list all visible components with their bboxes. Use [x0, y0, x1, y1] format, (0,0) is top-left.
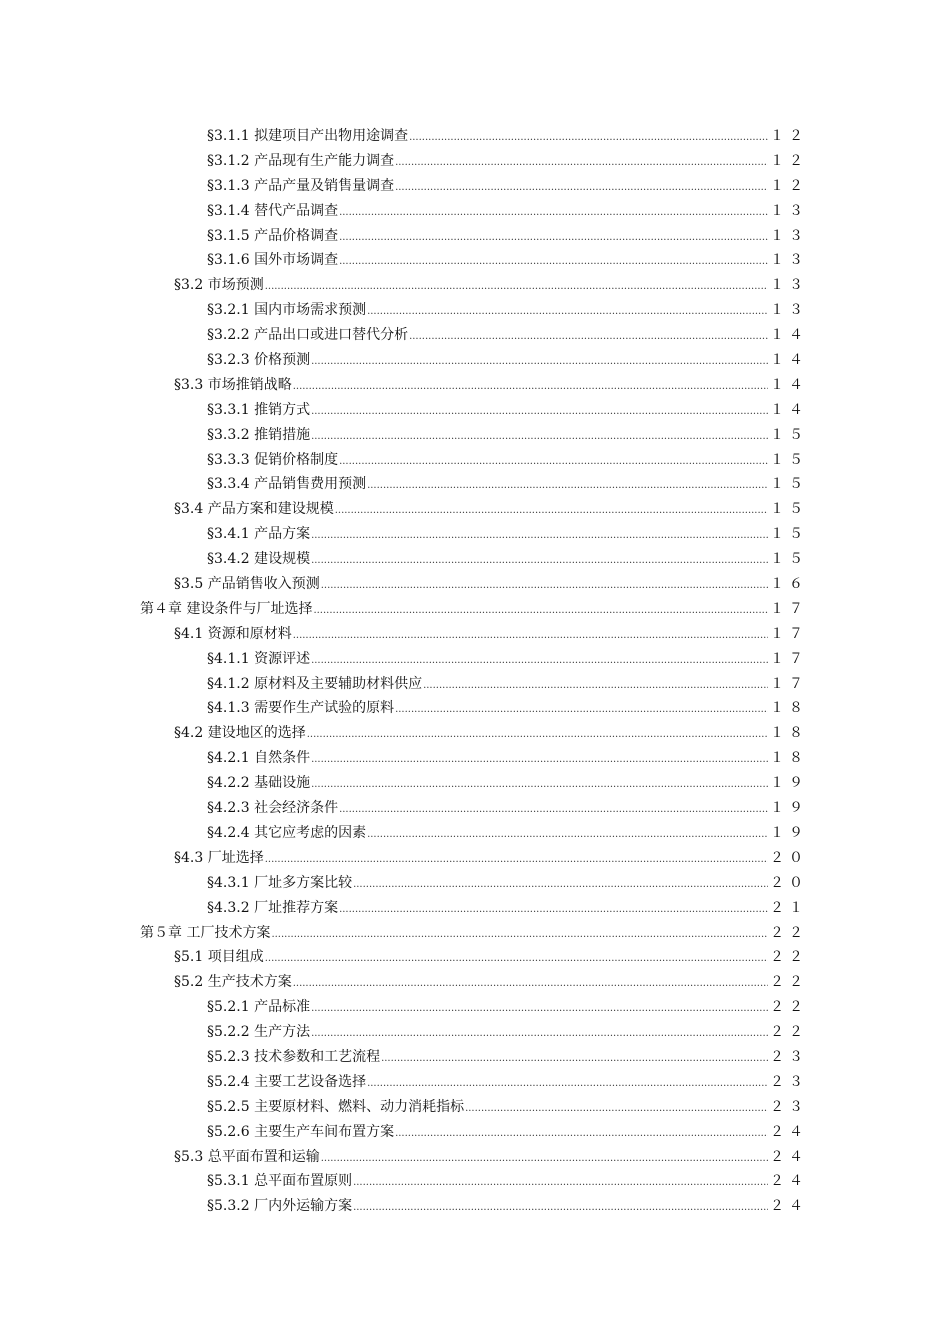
- toc-dot-leader: [395, 176, 768, 199]
- toc-entry[interactable]: [0, 1045, 950, 1070]
- toc-entry[interactable]: [0, 1145, 950, 1170]
- toc-page-number: １７: [770, 600, 808, 617]
- toc-page-number: ２３: [770, 1073, 808, 1090]
- toc-dot-leader: [353, 873, 768, 896]
- toc-page-number: １８: [770, 750, 808, 767]
- toc-entry[interactable]: [0, 746, 950, 771]
- toc-entry-line[interactable]: [174, 945, 808, 970]
- toc-entry[interactable]: [0, 721, 950, 746]
- toc-entry-label: §5.3.1 总平面布置原则: [207, 1169, 353, 1194]
- toc-dot-leader: [311, 649, 768, 672]
- toc-entry[interactable]: [0, 622, 950, 647]
- toc-entry[interactable]: [0, 796, 950, 821]
- toc-entry-line[interactable]: [207, 1045, 808, 1070]
- toc-page-number: ２３: [770, 1098, 808, 1115]
- toc-entry-label: §3.4.1 产品方案: [207, 522, 311, 547]
- toc-entry[interactable]: [0, 348, 950, 373]
- toc-entry-line[interactable]: [207, 472, 808, 497]
- toc-dot-leader: [293, 972, 768, 995]
- toc-entry[interactable]: [0, 672, 950, 697]
- toc-entry-label: §3.1.1 拟建项目产出物用途调查: [207, 124, 409, 149]
- toc-dot-leader: [311, 400, 768, 423]
- toc-entry-label: §4.2.1 自然条件: [207, 746, 311, 771]
- toc-entry-label: §3.1.3 产品产量及销售量调查: [207, 174, 395, 199]
- toc-entry-line[interactable]: [174, 1145, 808, 1170]
- toc-entry-line[interactable]: [207, 174, 808, 199]
- toc-page-number: １４: [770, 327, 808, 344]
- toc-entry[interactable]: [0, 896, 950, 921]
- toc-dot-leader: [271, 923, 768, 946]
- toc-entry[interactable]: [0, 821, 950, 846]
- toc-dot-leader: [339, 798, 768, 821]
- toc-entry-line[interactable]: [207, 1095, 808, 1120]
- toc-dot-leader: [339, 201, 768, 224]
- toc-entry[interactable]: [0, 921, 950, 946]
- toc-dot-leader: [395, 1122, 768, 1145]
- toc-entry-label: §3.4 产品方案和建设规模: [174, 497, 335, 522]
- toc-dot-leader: [409, 126, 768, 149]
- toc-entry[interactable]: [0, 572, 950, 597]
- toc-entry-label: §4.1.3 需要作生产试验的原料: [207, 696, 395, 721]
- toc-entry-line[interactable]: [207, 298, 808, 323]
- toc-page-number: １５: [770, 526, 808, 543]
- toc-entry-label: §3.4.2 建设规模: [207, 547, 311, 572]
- toc-dot-leader: [465, 1097, 768, 1120]
- toc-entry-line[interactable]: [207, 771, 808, 796]
- toc-entry[interactable]: [0, 970, 950, 995]
- toc-entry[interactable]: [0, 423, 950, 448]
- toc-entry-line[interactable]: [174, 497, 808, 522]
- toc-entry-line[interactable]: [207, 1020, 808, 1045]
- toc-page-number: １３: [770, 252, 808, 269]
- toc-page-number: １７: [770, 625, 808, 642]
- toc-entry-label: §4.3.1 厂址多方案比较: [207, 871, 353, 896]
- toc-dot-leader: [353, 1196, 768, 1219]
- toc-entry-label: §4.1.2 原材料及主要辅助材料供应: [207, 672, 423, 697]
- toc-entry[interactable]: [0, 522, 950, 547]
- toc-page-number: １６: [770, 576, 808, 593]
- toc-page-number: １８: [770, 700, 808, 717]
- toc-entry[interactable]: [0, 1194, 950, 1219]
- toc-page-number: １９: [770, 800, 808, 817]
- toc-page-number: ２２: [770, 1024, 808, 1041]
- toc-dot-leader: [395, 698, 768, 721]
- toc-page-number: ２２: [770, 924, 808, 941]
- toc-entry[interactable]: [0, 448, 950, 473]
- toc-entry[interactable]: [0, 149, 950, 174]
- toc-entry-label: §4.2 建设地区的选择: [174, 721, 307, 746]
- toc-entry-line[interactable]: [140, 921, 808, 946]
- toc-entry-label: 第４章 建设条件与厂址选择: [140, 597, 313, 622]
- toc-dot-leader: [395, 151, 768, 174]
- toc-entry[interactable]: [0, 871, 950, 896]
- toc-entry-line[interactable]: [207, 522, 808, 547]
- toc-entry-line[interactable]: [174, 846, 808, 871]
- toc-entry-line[interactable]: [207, 323, 808, 348]
- toc-page-number: １５: [770, 451, 808, 468]
- toc-entry-line[interactable]: [174, 572, 808, 597]
- toc-page-number: １３: [770, 202, 808, 219]
- toc-dot-leader: [311, 773, 768, 796]
- toc-entry-line[interactable]: [207, 124, 808, 149]
- toc-entry[interactable]: [0, 174, 950, 199]
- toc-page-number: １７: [770, 675, 808, 692]
- toc-dot-leader: [339, 250, 768, 273]
- toc-dot-leader: [353, 1171, 768, 1194]
- toc-entry[interactable]: [0, 1070, 950, 1095]
- toc-entry[interactable]: [0, 472, 950, 497]
- toc-entry-label: §4.3 厂址选择: [174, 846, 265, 871]
- toc-entry-line[interactable]: [207, 547, 808, 572]
- toc-entry-line[interactable]: [174, 970, 808, 995]
- toc-entry-label: §3.3.3 促销价格制度: [207, 448, 339, 473]
- toc-entry-label: §3.2.3 价格预测: [207, 348, 311, 373]
- toc-entry[interactable]: [0, 1020, 950, 1045]
- toc-page-number: １２: [770, 128, 808, 144]
- toc-entry-label: §3.1.6 国外市场调查: [207, 248, 339, 273]
- toc-dot-leader: [293, 624, 768, 647]
- toc-dot-leader: [339, 226, 768, 249]
- toc-entry-line[interactable]: [174, 273, 808, 298]
- toc-entry-label: §4.1 资源和原材料: [174, 622, 293, 647]
- toc-dot-leader: [311, 997, 768, 1020]
- toc-entry-label: §3.3.1 推销方式: [207, 398, 311, 423]
- toc-dot-leader: [321, 574, 768, 597]
- toc-entry-label: §3.2 市场预测: [174, 273, 265, 298]
- toc-dot-leader: [335, 499, 768, 522]
- toc-page-number: １９: [770, 824, 808, 841]
- toc-entry[interactable]: [0, 224, 950, 249]
- toc-page-number: ２４: [770, 1173, 808, 1190]
- toc-dot-leader: [313, 599, 768, 622]
- toc-entry-line[interactable]: [207, 423, 808, 448]
- toc-entry-label: §3.2.1 国内市场需求预测: [207, 298, 367, 323]
- toc-entry[interactable]: [0, 373, 950, 398]
- toc-dot-leader: [311, 748, 768, 771]
- toc-page-number: １５: [770, 476, 808, 493]
- toc-dot-leader: [321, 1147, 768, 1170]
- toc-page-number: １５: [770, 551, 808, 568]
- toc-entry-label: §4.1.1 资源评述: [207, 647, 311, 672]
- toc-entry-line[interactable]: [207, 746, 808, 771]
- toc-entry-label: §5.2.1 产品标准: [207, 995, 311, 1020]
- toc-page-number: １３: [770, 302, 808, 319]
- toc-entry-line[interactable]: [207, 871, 808, 896]
- toc-page-number: ２０: [770, 874, 808, 891]
- toc-entry[interactable]: [0, 323, 950, 348]
- toc-dot-leader: [265, 947, 768, 970]
- toc-entry[interactable]: [0, 298, 950, 323]
- toc-entry-line[interactable]: [174, 622, 808, 647]
- toc-entry[interactable]: [0, 398, 950, 423]
- toc-entry[interactable]: [0, 945, 950, 970]
- toc-entry-label: §5.2.5 主要原材料、燃料、动力消耗指标: [207, 1095, 465, 1120]
- toc-entry-label: §5.2.4 主要工艺设备选择: [207, 1070, 367, 1095]
- toc-dot-leader: [307, 723, 768, 746]
- toc-entry-label: §5.3.2 厂内外运输方案: [207, 1194, 353, 1219]
- toc-entry-label: 第５章 工厂技术方案: [140, 921, 271, 946]
- toc-entry-label: §3.3 市场推销战略: [174, 373, 293, 398]
- toc-entry-label: §3.1.2 产品现有生产能力调查: [207, 149, 395, 174]
- toc-entry-line[interactable]: [207, 348, 808, 373]
- toc-entry-label: §5.2 生产技术方案: [174, 970, 293, 995]
- toc-entry[interactable]: [0, 1120, 950, 1145]
- toc-entry[interactable]: [0, 846, 950, 871]
- toc-entry-label: §3.3.2 推销措施: [207, 423, 311, 448]
- toc-entry-line[interactable]: [174, 721, 808, 746]
- toc-entry-line[interactable]: [207, 696, 808, 721]
- toc-page-number: １４: [770, 376, 808, 393]
- toc-entry-label: §5.2.2 生产方法: [207, 1020, 311, 1045]
- toc-page-number: １３: [770, 227, 808, 244]
- toc-entry-line[interactable]: [207, 1169, 808, 1194]
- toc-page-number: ２４: [770, 1198, 808, 1215]
- toc-entry-label: §5.1 项目组成: [174, 945, 265, 970]
- toc-page-number: １２: [770, 152, 808, 169]
- toc-entry[interactable]: [0, 273, 950, 298]
- toc-entry[interactable]: [0, 995, 950, 1020]
- toc-entry[interactable]: [0, 647, 950, 672]
- toc-dot-leader: [265, 848, 768, 871]
- toc-entry-label: §4.2.2 基础设施: [207, 771, 311, 796]
- toc-entry[interactable]: [0, 1169, 950, 1194]
- toc-entry-line[interactable]: [207, 199, 808, 224]
- toc-entry[interactable]: [0, 597, 950, 622]
- toc-entry[interactable]: [0, 547, 950, 572]
- toc-page-number: １４: [770, 352, 808, 369]
- toc-entry-label: §5.2.3 技术参数和工艺流程: [207, 1045, 381, 1070]
- toc-entry-line[interactable]: [207, 248, 808, 273]
- toc-entry-line[interactable]: [207, 1070, 808, 1095]
- toc-dot-leader: [423, 674, 768, 697]
- toc-dot-leader: [367, 300, 768, 323]
- toc-dot-leader: [409, 325, 768, 348]
- toc-entry-line[interactable]: [207, 896, 808, 921]
- toc-entry[interactable]: [0, 771, 950, 796]
- toc-entry[interactable]: [0, 124, 950, 149]
- toc-entry-line[interactable]: [207, 647, 808, 672]
- toc-page-number: ２４: [770, 1123, 808, 1140]
- toc-entry-line[interactable]: [207, 1120, 808, 1145]
- toc-entry[interactable]: [0, 497, 950, 522]
- toc-dot-leader: [367, 823, 768, 846]
- toc-entry-label: §3.1.4 替代产品调查: [207, 199, 339, 224]
- toc-entry[interactable]: [0, 199, 950, 224]
- toc-dot-leader: [339, 898, 768, 921]
- toc-dot-leader: [381, 1047, 768, 1070]
- toc-entry-label: §4.2.3 社会经济条件: [207, 796, 339, 821]
- toc-page-number: １４: [770, 401, 808, 418]
- toc-dot-leader: [367, 474, 768, 497]
- toc-page-number: ２１: [770, 899, 808, 916]
- toc-dot-leader: [311, 549, 768, 572]
- toc-dot-leader: [265, 275, 768, 298]
- toc-entry-label: §5.3 总平面布置和运输: [174, 1145, 321, 1170]
- toc-entry-line[interactable]: [207, 149, 808, 174]
- toc-entry-line[interactable]: [207, 672, 808, 697]
- toc-entry[interactable]: [0, 248, 950, 273]
- toc-entry-label: §4.3.2 厂址推荐方案: [207, 896, 339, 921]
- toc-dot-leader: [311, 350, 768, 373]
- toc-dot-leader: [367, 1072, 768, 1095]
- toc-entry-line[interactable]: [207, 796, 808, 821]
- toc-entry-line[interactable]: [207, 398, 808, 423]
- toc-entry-label: §3.5 产品销售收入预测: [174, 572, 321, 597]
- toc-entry-line[interactable]: [140, 597, 808, 622]
- toc-entry-label: §3.3.4 产品销售费用预测: [207, 472, 367, 497]
- toc-entry-line[interactable]: [174, 373, 808, 398]
- toc-entry-label: §5.2.6 主要生产车间布置方案: [207, 1120, 395, 1145]
- toc-entry[interactable]: [0, 696, 950, 721]
- toc-dot-leader: [311, 1022, 768, 1045]
- toc-page-number: ２３: [770, 1048, 808, 1065]
- toc-page-number: ２４: [770, 1148, 808, 1165]
- table-of-contents: [0, 124, 950, 1219]
- toc-entry[interactable]: [0, 1095, 950, 1120]
- toc-page-number: ２２: [770, 949, 808, 966]
- toc-page-number: １２: [770, 177, 808, 194]
- toc-page-number: ２０: [770, 849, 808, 866]
- toc-dot-leader: [339, 450, 768, 473]
- toc-entry-line[interactable]: [207, 995, 808, 1020]
- toc-page-number: １９: [770, 775, 808, 792]
- toc-dot-leader: [293, 375, 768, 398]
- toc-page-number: １５: [770, 501, 808, 518]
- toc-dot-leader: [311, 425, 768, 448]
- toc-page-number: １５: [770, 426, 808, 443]
- toc-page-number: ２２: [770, 974, 808, 991]
- toc-entry-line[interactable]: [207, 821, 808, 846]
- toc-entry-line[interactable]: [207, 224, 808, 249]
- toc-entry-label: §3.2.2 产品出口或进口替代分析: [207, 323, 409, 348]
- toc-entry-label: §4.2.4 其它应考虑的因素: [207, 821, 367, 846]
- toc-page-number: １８: [770, 725, 808, 742]
- toc-page-number: ２２: [770, 999, 808, 1016]
- toc-entry-label: §3.1.5 产品价格调查: [207, 224, 339, 249]
- toc-page-number: １３: [770, 277, 808, 294]
- toc-page-number: １７: [770, 650, 808, 667]
- toc-entry-line[interactable]: [207, 1194, 808, 1219]
- toc-dot-leader: [311, 524, 768, 547]
- toc-entry-line[interactable]: [207, 448, 808, 473]
